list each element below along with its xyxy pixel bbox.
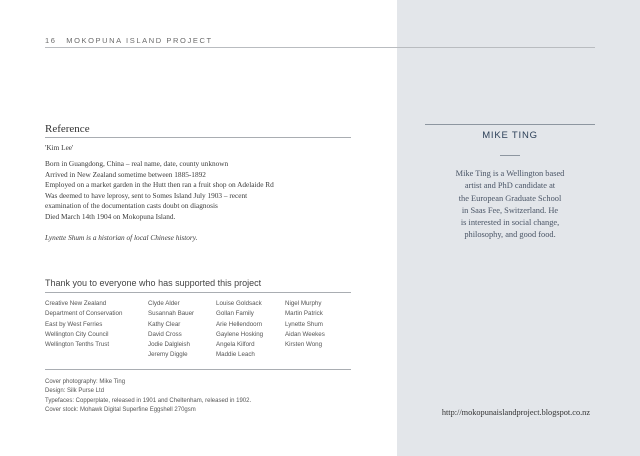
- reference-text: [45, 159, 351, 222]
- supporters-column: [45, 299, 122, 350]
- supporter-name: Louise Goldsack: [216, 300, 262, 307]
- supporter-name: Department of Conservation: [45, 310, 123, 318]
- supporter-name: Angela Kilford: [216, 341, 255, 349]
- supporter-name: Wellington City Council: [45, 330, 109, 338]
- thanks-heading: Thank you to everyone who has supported this project: [45, 278, 262, 288]
- reference-line: Died March 14th 1904 on Mokopuna Island.: [45, 211, 176, 221]
- supporter-name: East by West Ferries: [45, 320, 103, 328]
- page-number: 16: [45, 36, 57, 45]
- supporter-name: Lynette Shum: [285, 320, 323, 328]
- reference-line: Born in Guangdong, China – real name, date, county unknown: [45, 159, 229, 168]
- colophon-line: Typefaces: Copperplate, released in 1901 and Cheltenham, released in 1902.: [45, 397, 252, 404]
- supporter-name: Martin Patrick: [285, 310, 323, 318]
- colophon-line: Design: Silk Purse Ltd: [45, 388, 105, 395]
- reference-line: Arrived in New Zealand sometime between 1885-1892: [45, 169, 206, 179]
- bio-top-rule: [425, 124, 595, 125]
- credits-rule: [45, 369, 351, 370]
- reference-line: examination of the documentation casts doubt on diagnosis: [45, 201, 218, 210]
- reference-line: Was deemed to have leprosy, sent to Somes Island July 1903 – recent: [45, 190, 248, 200]
- supporters-column: [285, 299, 325, 350]
- reference-note: Lynette Shum is a historian of local Chinese history.: [45, 233, 198, 242]
- thanks-rule: [45, 292, 351, 293]
- reference-heading: Reference: [45, 123, 90, 135]
- bio-line: the European Graduate School: [458, 193, 562, 203]
- reference-rule: [45, 137, 351, 138]
- bio-line: artist and PhD candidate at: [464, 181, 556, 191]
- header-rule: [45, 47, 595, 48]
- project-title: MOKOPUNA ISLAND PROJECT: [66, 36, 213, 45]
- supporters-column: [148, 299, 194, 361]
- project-url: http://mokopunaislandproject.blogspot.co.nz: [441, 408, 590, 417]
- supporter-name: Aidan Weekes: [285, 330, 325, 338]
- bio-line: is interested in social change,: [460, 218, 560, 228]
- supporters-column: [216, 299, 263, 361]
- bio-line: Mike Ting is a Wellington based: [455, 169, 565, 178]
- bio-text: [425, 168, 595, 242]
- reference-name: 'Kim Lee': [45, 143, 74, 152]
- bio-line: in Saas Fee, Switzerland. He: [461, 205, 559, 215]
- supporters-list: [45, 299, 351, 361]
- reference-line: Employed on a market garden in the Hutt then ran a fruit shop on Adelaide Rd: [45, 180, 274, 189]
- supporter-name: Jodie Dalgleish: [148, 341, 190, 349]
- bio-name: MIKE TING: [482, 130, 538, 141]
- supporter-name: Gollan Family: [216, 310, 254, 318]
- supporter-name: Clyde Alder: [148, 300, 180, 307]
- supporter-name: Maddie Leach: [216, 351, 255, 359]
- bio-divider: [500, 155, 520, 156]
- supporter-name: Arie Hellendoorn: [216, 320, 263, 328]
- colophon-line: Cover photography: Mike Ting: [45, 379, 126, 385]
- supporter-name: Susannah Bauer: [148, 310, 195, 318]
- supporter-name: Kirsten Wong: [285, 341, 323, 349]
- supporter-name: Jeremy Diggle: [148, 351, 188, 359]
- colophon: [45, 378, 251, 416]
- supporter-name: Nigel Murphy: [285, 300, 322, 307]
- running-head: [45, 36, 213, 45]
- colophon-line: Cover stock: Mohawk Digital Superfine Eggshell 270gsm: [45, 407, 196, 414]
- bio-line: philosophy, and good food.: [464, 230, 556, 240]
- supporter-name: Gaylene Hosking: [216, 330, 264, 338]
- supporter-name: David Cross: [148, 330, 182, 338]
- supporter-name: Creative New Zealand: [45, 300, 107, 307]
- supporter-name: Kathy Clear: [148, 320, 181, 328]
- supporter-name: Wellington Tenths Trust: [45, 341, 110, 349]
